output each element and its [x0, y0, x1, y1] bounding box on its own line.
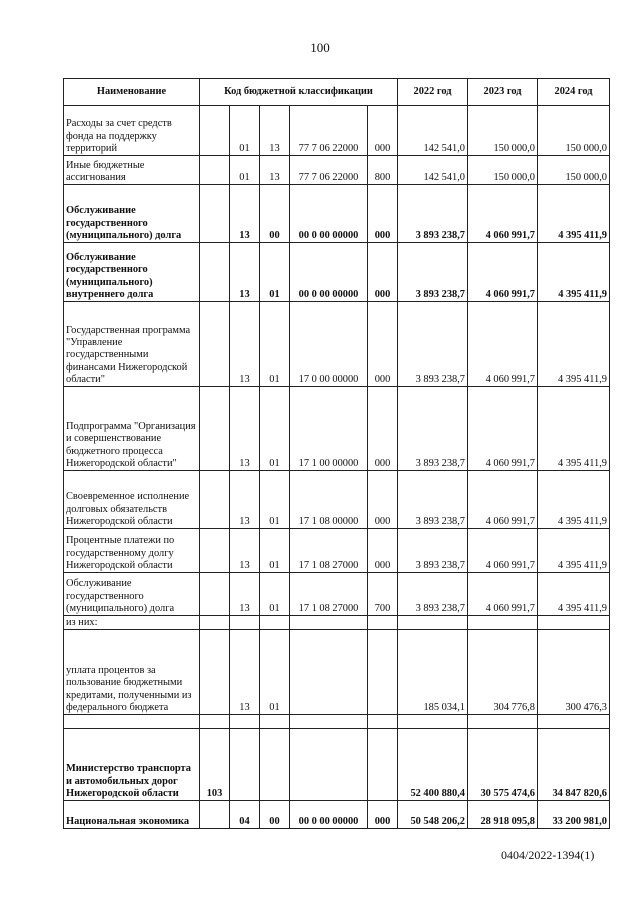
table-row: [64, 471, 610, 529]
row-rz: 01: [230, 106, 260, 156]
document-code: 0404/2022-1394(1): [501, 848, 595, 862]
row-vr: 000: [368, 185, 398, 243]
row-ved: [200, 106, 230, 156]
row-2022: 3 893 238,7: [398, 387, 468, 471]
table-row: [64, 185, 610, 243]
page-number: 100: [310, 40, 330, 55]
row-2023: 4 060 991,7: [468, 185, 538, 243]
row-vr: 700: [368, 573, 398, 616]
row-2024: 4 395 411,9: [538, 529, 610, 573]
row-name: Обслуживание государственного (муниципального) долга: [64, 573, 200, 616]
table-row: [64, 529, 610, 573]
row-2023: 4 060 991,7: [468, 302, 538, 387]
row-vr: 000: [368, 529, 398, 573]
table-row: [64, 573, 610, 616]
row-rz: 01: [230, 156, 260, 185]
row-2024: 4 395 411,9: [538, 185, 610, 243]
row-rz: 04: [230, 801, 260, 829]
row-pr: 01: [260, 529, 290, 573]
table-row-spacer: [64, 715, 610, 729]
row-csr: 17 0 00 00000: [290, 302, 368, 387]
row-2024: 150 000,0: [538, 106, 610, 156]
row-csr: [290, 715, 368, 729]
row-vr: [368, 715, 398, 729]
row-name: Подпрограмма "Организация и совершенствование бюджетного процесса Нижегородской области": [64, 387, 200, 471]
row-rz: 13: [230, 243, 260, 302]
table-row: [64, 616, 610, 630]
row-pr: 01: [260, 243, 290, 302]
row-name: Процентные платежи по государственному долгу Нижегородской области: [64, 529, 200, 573]
table-row: [64, 302, 610, 387]
row-ved: [200, 630, 230, 715]
row-pr: 01: [260, 387, 290, 471]
row-vr: 000: [368, 106, 398, 156]
row-ved: [200, 471, 230, 529]
row-vr: 000: [368, 471, 398, 529]
row-pr: [260, 729, 290, 801]
row-2022: [398, 616, 468, 630]
header-2022: 2022 год: [398, 79, 468, 106]
row-name: [64, 715, 200, 729]
row-pr: 01: [260, 302, 290, 387]
row-csr: 17 1 08 00000: [290, 471, 368, 529]
row-2024: 300 476,3: [538, 630, 610, 715]
table-body: [64, 106, 610, 829]
row-rz: 13: [230, 302, 260, 387]
row-ved: [200, 387, 230, 471]
header-2024: 2024 год: [538, 79, 610, 106]
row-2022: 3 893 238,7: [398, 302, 468, 387]
row-vr: 000: [368, 243, 398, 302]
row-2023: 30 575 474,6: [468, 729, 538, 801]
row-ved: [200, 302, 230, 387]
table-row: [64, 243, 610, 302]
row-vr: [368, 630, 398, 715]
row-2023: 4 060 991,7: [468, 387, 538, 471]
row-2022: 3 893 238,7: [398, 529, 468, 573]
row-rz: 13: [230, 630, 260, 715]
row-pr: [260, 616, 290, 630]
header-row: [64, 79, 610, 106]
table-row: [64, 156, 610, 185]
row-pr: 01: [260, 573, 290, 616]
row-csr: 77 7 06 22000: [290, 156, 368, 185]
row-rz: 13: [230, 185, 260, 243]
row-ved: [200, 616, 230, 630]
row-pr: 01: [260, 630, 290, 715]
row-2022: 52 400 880,4: [398, 729, 468, 801]
row-csr: 00 0 00 00000: [290, 801, 368, 829]
row-pr: 00: [260, 185, 290, 243]
row-2022: 3 893 238,7: [398, 243, 468, 302]
row-rz: 13: [230, 573, 260, 616]
row-2023: [468, 715, 538, 729]
row-ved: [200, 573, 230, 616]
row-name: Национальная экономика: [64, 801, 200, 829]
row-2024: 4 395 411,9: [538, 302, 610, 387]
row-2023: 150 000,0: [468, 156, 538, 185]
row-2022: [398, 715, 468, 729]
row-2022: 3 893 238,7: [398, 573, 468, 616]
row-pr: 00: [260, 801, 290, 829]
row-name: Государственная программа "Управление государственными финансами Нижегородской области": [64, 302, 200, 387]
row-csr: 17 1 08 27000: [290, 529, 368, 573]
row-2024: 4 395 411,9: [538, 387, 610, 471]
row-2024: 33 200 981,0: [538, 801, 610, 829]
row-rz: [230, 715, 260, 729]
table-row: [64, 801, 610, 829]
row-rz: [230, 616, 260, 630]
row-2023: 4 060 991,7: [468, 529, 538, 573]
row-2022: 50 548 206,2: [398, 801, 468, 829]
row-vr: 000: [368, 801, 398, 829]
row-pr: 13: [260, 156, 290, 185]
row-pr: [260, 715, 290, 729]
row-name: Обслуживание государственного (муниципального) внутреннего долга: [64, 243, 200, 302]
row-2022: 185 034,1: [398, 630, 468, 715]
row-csr: 77 7 06 22000: [290, 106, 368, 156]
row-name: Своевременное исполнение долговых обязательств Нижегородской области: [64, 471, 200, 529]
row-name: Иные бюджетные ассигнования: [64, 156, 200, 185]
row-csr: [290, 630, 368, 715]
row-2024: 150 000,0: [538, 156, 610, 185]
row-name: Обслуживание государственного (муниципального) долга: [64, 185, 200, 243]
row-2023: 150 000,0: [468, 106, 538, 156]
row-name: Министерство транспорта и автомобильных дорог Нижегородской области: [64, 729, 200, 801]
row-csr: 00 0 00 00000: [290, 243, 368, 302]
row-vr: [368, 616, 398, 630]
row-ved: [200, 715, 230, 729]
row-ved: [200, 243, 230, 302]
row-2024: [538, 715, 610, 729]
header-2023: 2023 год: [468, 79, 538, 106]
row-ved: [200, 156, 230, 185]
row-2024: 4 395 411,9: [538, 243, 610, 302]
row-rz: [230, 729, 260, 801]
row-2022: 142 541,0: [398, 106, 468, 156]
row-2023: [468, 616, 538, 630]
row-2022: 142 541,0: [398, 156, 468, 185]
row-pr: 01: [260, 471, 290, 529]
table-row: [64, 106, 610, 156]
table-row: [64, 630, 610, 715]
row-csr: 17 1 00 00000: [290, 387, 368, 471]
row-2024: 4 395 411,9: [538, 573, 610, 616]
row-2023: 4 060 991,7: [468, 243, 538, 302]
row-ved: [200, 529, 230, 573]
header-name: Наименование: [64, 79, 200, 106]
row-2024: [538, 616, 610, 630]
row-2023: 304 776,8: [468, 630, 538, 715]
row-name: из них:: [64, 616, 200, 630]
row-vr: 800: [368, 156, 398, 185]
row-name: Расходы за счет средств фонда на поддержку территорий: [64, 106, 200, 156]
budget-table: [63, 78, 610, 829]
table-row: [64, 729, 610, 801]
row-vr: [368, 729, 398, 801]
row-vr: 000: [368, 387, 398, 471]
row-2024: 34 847 820,6: [538, 729, 610, 801]
row-2024: 4 395 411,9: [538, 471, 610, 529]
row-2022: 3 893 238,7: [398, 471, 468, 529]
row-2022: 3 893 238,7: [398, 185, 468, 243]
row-ved: 103: [200, 729, 230, 801]
header-code: Код бюджетной классификации: [200, 79, 398, 106]
row-vr: 000: [368, 302, 398, 387]
row-2023: 28 918 095,8: [468, 801, 538, 829]
row-pr: 13: [260, 106, 290, 156]
row-2023: 4 060 991,7: [468, 471, 538, 529]
row-csr: 17 1 08 27000: [290, 573, 368, 616]
row-ved: [200, 185, 230, 243]
row-csr: [290, 729, 368, 801]
row-ved: [200, 801, 230, 829]
table-row: [64, 387, 610, 471]
row-rz: 13: [230, 387, 260, 471]
row-rz: 13: [230, 471, 260, 529]
row-rz: 13: [230, 529, 260, 573]
row-name: уплата процентов за пользование бюджетными кредитами, полученными из федерального бюджета: [64, 630, 200, 715]
row-csr: 00 0 00 00000: [290, 185, 368, 243]
row-2023: 4 060 991,7: [468, 573, 538, 616]
row-csr: [290, 616, 368, 630]
